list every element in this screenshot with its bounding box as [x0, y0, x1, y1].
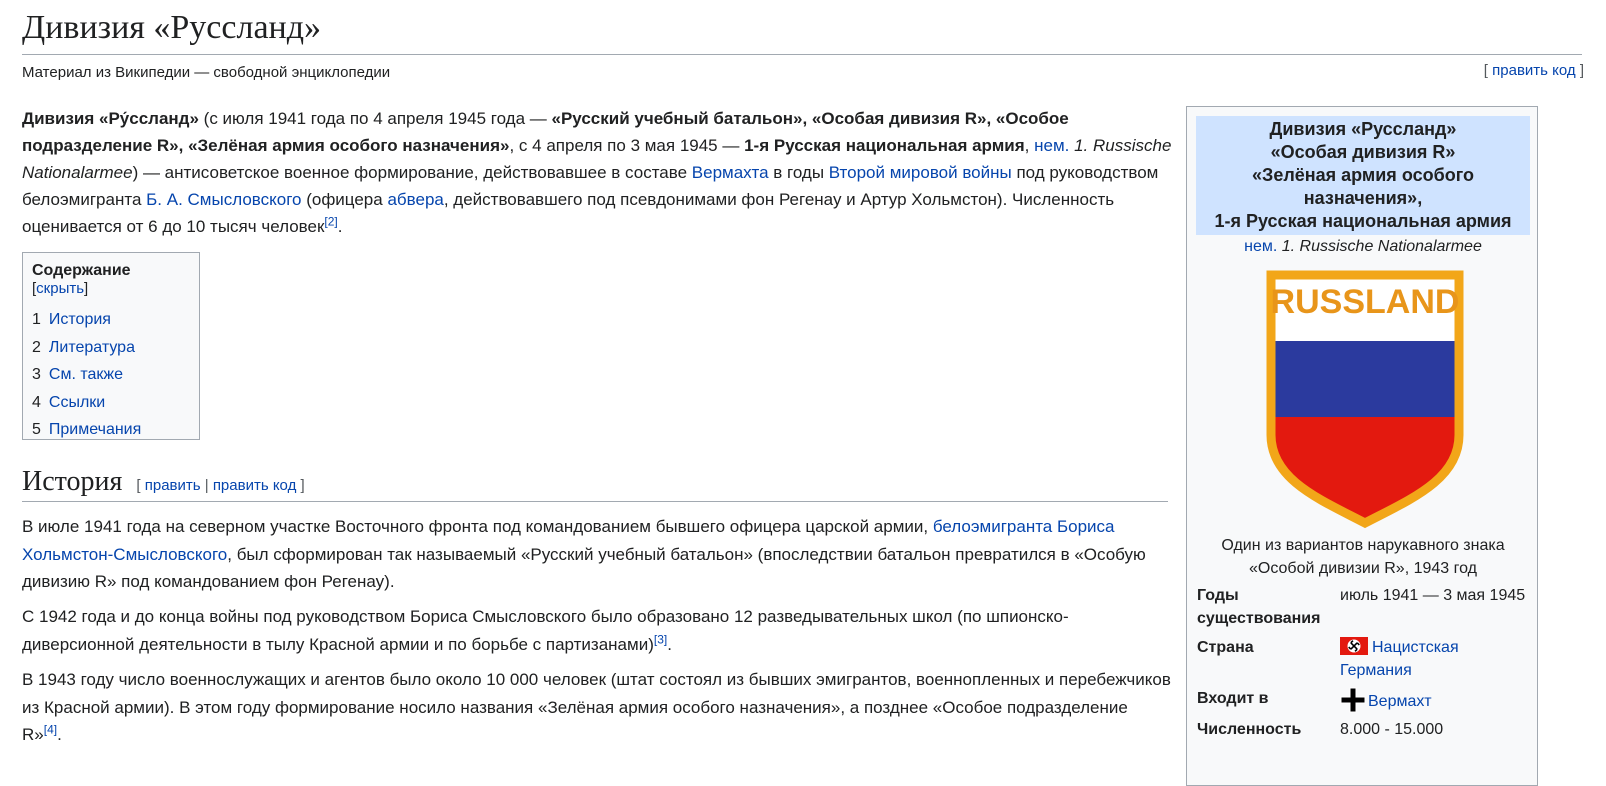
toc-number: 1 — [32, 311, 41, 328]
infobox-row-years — [1197, 584, 1531, 630]
section-edit-links — [136, 477, 304, 494]
infobox-title-line: назначения», — [1303, 188, 1423, 208]
page-title: Дивизия «Руссланд» — [22, 6, 1582, 55]
bracket-close: ] — [1575, 62, 1584, 79]
toc-number: 3 — [32, 366, 41, 383]
infobox-title-line: «Зелёная армия особого — [1252, 165, 1474, 185]
reference-link[interactable]: [4] — [43, 722, 58, 737]
history-paragraph-2 — [22, 603, 1172, 658]
infobox — [1186, 106, 1538, 786]
toc-item-literature[interactable] — [32, 334, 190, 362]
lead-bold-names: «Русский учебный батальон», «Особая дивизия R», «Особое подразделение R», «Зелёная армия особого назначения» — [22, 109, 1069, 155]
separator: | — [200, 477, 213, 494]
page-tagline: Материал из Википедии — свободной энциклопедии — [22, 64, 391, 81]
toc-number: 5 — [32, 421, 41, 438]
infobox-german-name: 1. Russische Nationalarmee — [1277, 238, 1482, 255]
toc-item-links[interactable] — [32, 389, 190, 417]
toc-link[interactable]: Литература — [48, 338, 135, 356]
paragraph-text: . — [667, 634, 672, 654]
link-nazi-germany[interactable]: Нацистская Германия — [1340, 639, 1459, 679]
infobox-title — [1196, 116, 1530, 235]
lead-text: под руководством белоэмигранта — [22, 163, 1159, 209]
lead-text: в годы — [768, 163, 829, 182]
link-smyslovsky[interactable]: Б. А. Смысловского — [146, 190, 302, 209]
row-value-wrap — [1340, 687, 1530, 713]
lead-bold-army: 1-я Русская национальная армия — [744, 136, 1025, 155]
bracket-close: ] — [296, 477, 305, 494]
toc-number: 2 — [32, 338, 41, 356]
toc-heading: Содержание — [32, 262, 131, 279]
toc-heading-row — [32, 262, 190, 298]
history-paragraph-3 — [22, 666, 1172, 749]
infobox-caption: Один из вариантов нарукавного знака «Особой дивизии R», 1943 год — [1221, 537, 1505, 577]
lead-text: , действовавшего под псевдонимами фон Регенау и Артур Хольмстон). Численность оценивается от 6 до 10 тысяч человек — [22, 190, 1115, 236]
paragraph-text: . — [57, 725, 62, 744]
section-edit-link[interactable]: править — [144, 477, 201, 494]
row-label: Страна — [1197, 639, 1254, 656]
row-label: Годы существования — [1197, 587, 1321, 627]
row-label: Численность — [1197, 721, 1302, 738]
lead-text: . — [337, 217, 343, 236]
toc-item-history[interactable] — [32, 306, 190, 334]
row-value-wrap — [1340, 636, 1530, 682]
link-wehrmacht[interactable]: Вермахта — [691, 163, 769, 182]
russland-shield-emblem[interactable] — [1259, 265, 1471, 533]
table-of-contents — [22, 252, 200, 440]
edit-code-top — [1484, 62, 1584, 79]
lang-link-german[interactable]: нем. — [1244, 238, 1278, 255]
toc-number: 4 — [32, 393, 41, 411]
infobox-row-part-of — [1197, 687, 1531, 711]
toc-link[interactable]: См. также — [48, 366, 123, 383]
iron-cross-icon — [1340, 687, 1366, 713]
link-wehrmacht-infobox[interactable]: Вермахт — [1368, 693, 1432, 710]
lead-text: , с 4 апреля по 3 мая 1945 — — [509, 136, 745, 155]
bracket-open: [ — [32, 280, 37, 297]
shield-blue-stripe — [1259, 341, 1471, 419]
infobox-row-strength — [1197, 718, 1531, 742]
row-label: Входит в — [1197, 690, 1269, 707]
infobox-title-line: Дивизия «Руссланд» — [1269, 119, 1457, 139]
toc-link[interactable]: История — [48, 311, 111, 328]
toc-item-see-also[interactable] — [32, 361, 190, 389]
link-abwehr[interactable]: абвера — [387, 190, 444, 209]
paragraph-text: , был сформирован так называемый «Русский учебный батальон» (впоследствии батальон превратился в «Особую дивизию R» под командованием фон Регенау). — [22, 544, 1146, 591]
history-paragraph-1 — [22, 513, 1172, 596]
link-ww2[interactable]: Второй мировой войны — [828, 163, 1012, 182]
lead-bold-name: Дивизия «Ру́сcланд» — [22, 109, 199, 128]
paragraph-text: С 1942 года и до конца войны под руководством Бориса Смысловского было образовано 12 разведывательных школ (по шпионско-диверсионной деятельности в тылу Красной армии и по борьбе с партизанами) — [22, 607, 1069, 654]
toc-hide-link[interactable]: скрыть — [36, 280, 85, 297]
bracket-open: [ — [1483, 62, 1493, 79]
section-heading-history — [22, 466, 1168, 502]
toc-link[interactable]: Примечания — [48, 421, 142, 438]
edit-code-link[interactable]: править код — [1492, 62, 1576, 79]
reference-link[interactable]: [3] — [653, 631, 668, 646]
paragraph-text: В 1943 году число военнослужащих и агентов было около 10 000 человек (штат состоял из бывших эмигрантов, военнопленных и перебежчиков из Красной армии). В этом году формирование носило названия «Зелёная армия особого назначения», а позднее «Особое подразделение R» — [22, 670, 1171, 744]
lead-german-name: 1. Russische Nationalarmee — [22, 136, 1172, 182]
row-value: июль 1941 — 3 мая 1945 — [1340, 587, 1526, 604]
lang-link-german[interactable]: нем. — [1034, 136, 1070, 155]
bracket-close: ] — [84, 280, 89, 297]
toc-link[interactable]: Ссылки — [48, 393, 106, 411]
lead-paragraph — [22, 105, 1172, 240]
reference-link[interactable]: [2] — [324, 214, 338, 229]
lead-text: ) — антисоветское военное формирование, действовавшее в составе — [132, 163, 692, 182]
lead-text: (с июля 1941 года по 4 апреля 1945 года — — [198, 109, 552, 128]
bracket-open: [ — [136, 477, 145, 494]
section-edit-code-link[interactable]: править код — [212, 477, 297, 494]
lead-text: (офицера — [301, 190, 388, 209]
paragraph-text: В июле 1941 года на северном участке Восточного фронта под командованием бывшего офицера царской армии, — [22, 517, 933, 536]
infobox-title-line: «Особая дивизия R» — [1270, 142, 1456, 162]
lead-text: , — [1024, 136, 1035, 155]
section-title: История — [22, 466, 123, 497]
infobox-subtitle — [1187, 238, 1539, 256]
swastika-flag-icon — [1340, 637, 1368, 655]
shield-text: RUSSLAND — [1270, 283, 1460, 321]
row-value: 8.000 - 15.000 — [1340, 721, 1444, 738]
link-boris-smyslovsky[interactable]: белоэмигранта Бориса Хольмстон-Смысловского — [22, 517, 1115, 564]
infobox-title-line: 1-я Русская национальная армия — [1214, 211, 1512, 231]
toc-item-notes[interactable] — [32, 416, 190, 444]
infobox-row-country — [1197, 636, 1531, 682]
